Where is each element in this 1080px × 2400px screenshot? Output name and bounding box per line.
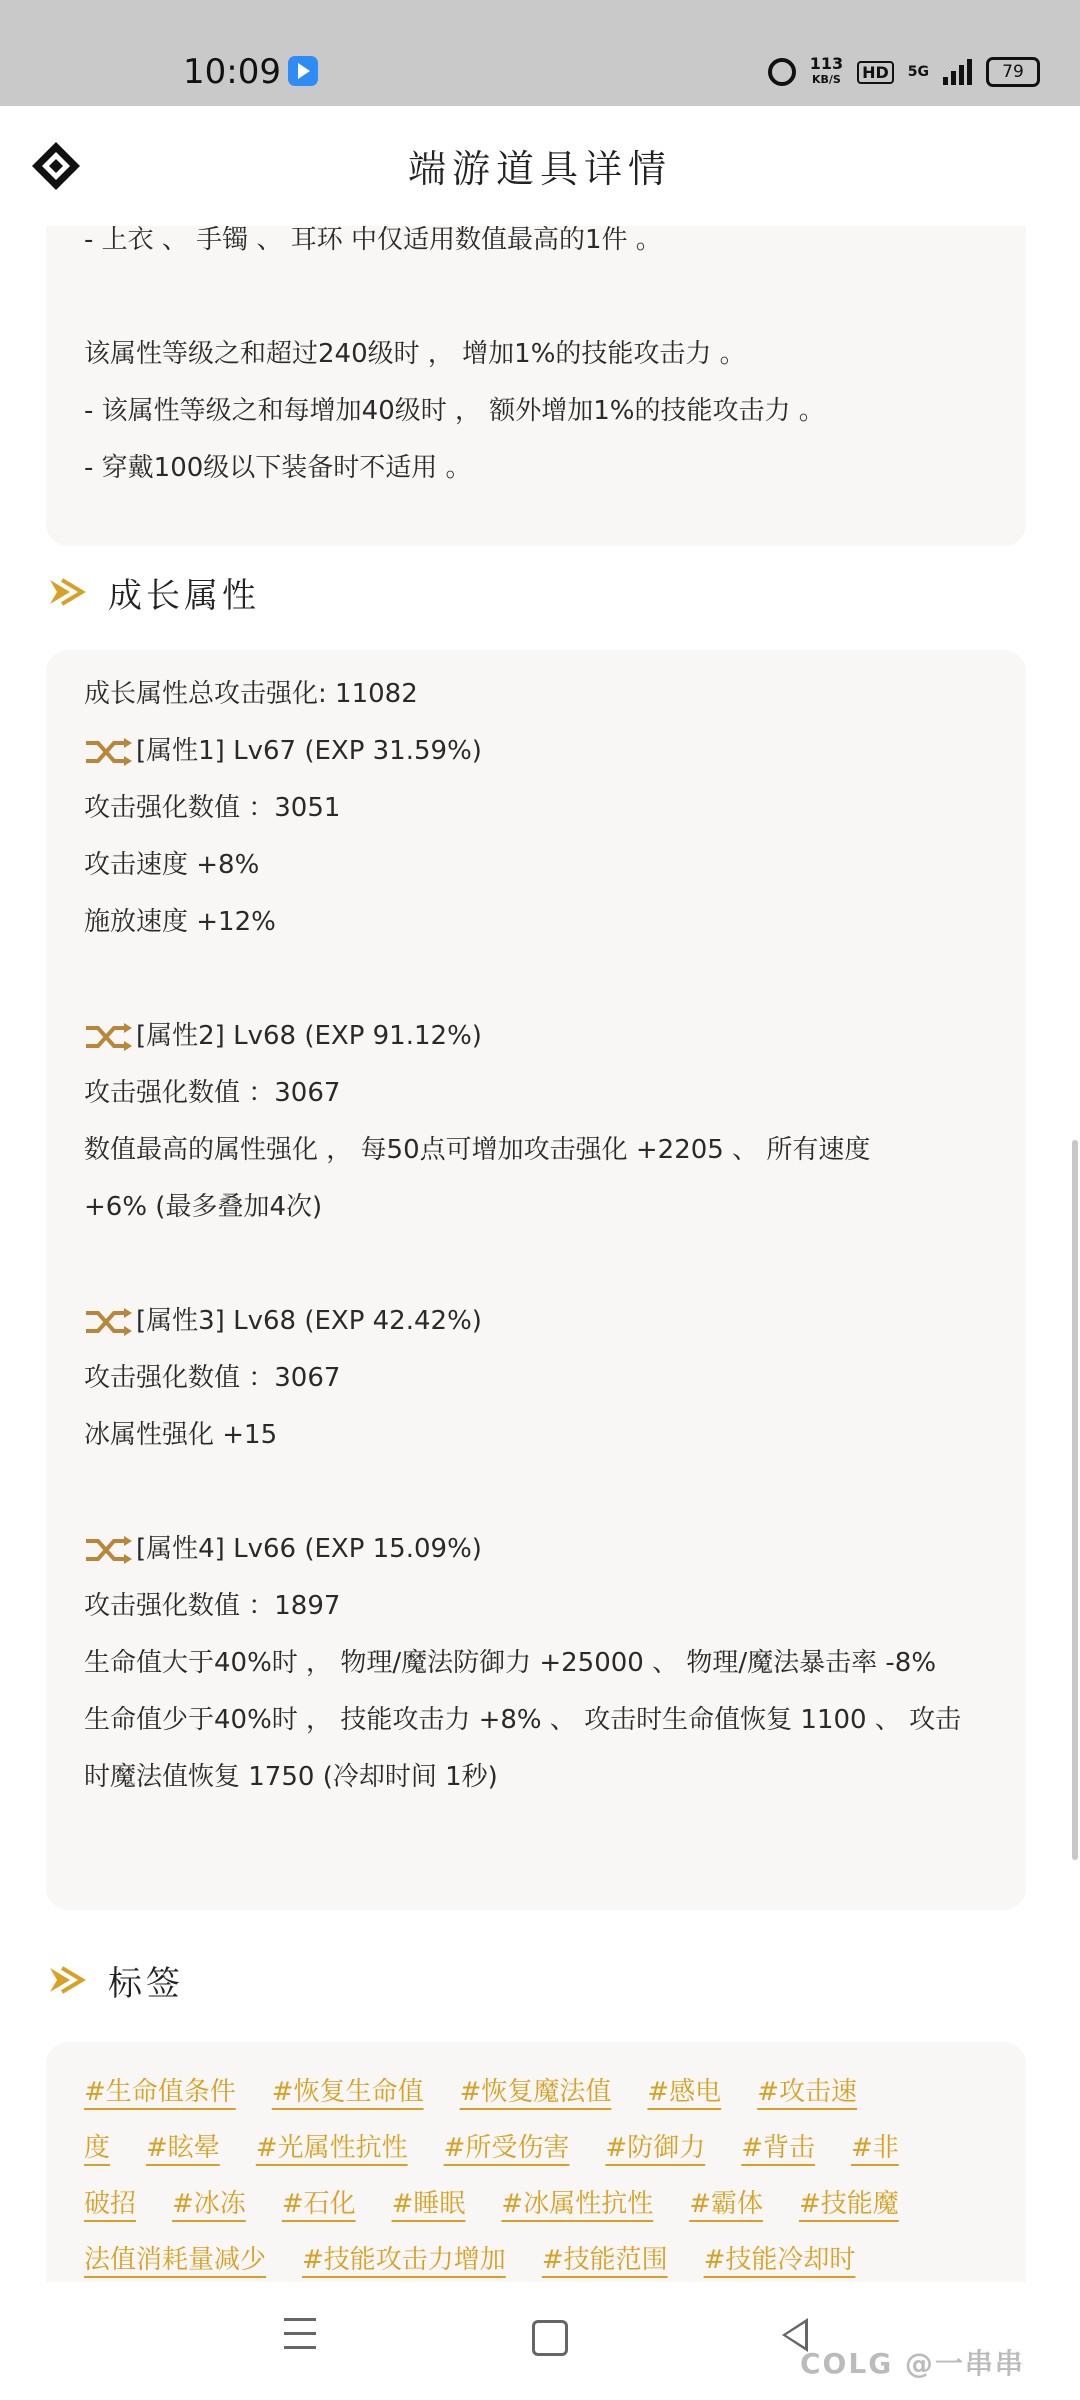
effect-line: [84, 269, 1026, 326]
tag-link[interactable]: 度: [84, 2133, 111, 2163]
effect-line: - 该属性等级之和每增加40级时 ， 额外增加1%的技能攻击力 。: [84, 396, 825, 426]
attribute-header-text: [属性2] Lv68 (EXP 91.12%): [136, 1021, 482, 1051]
tag-link[interactable]: #技能攻击力增加: [302, 2245, 506, 2275]
attribute-line: 数值最高的属性强化 ， 每50点可增加攻击强化 +2205 、 所有速度: [84, 1135, 871, 1165]
tag-link[interactable]: 法值消耗量减少: [84, 2245, 267, 2275]
tag-link[interactable]: #石化: [281, 2189, 356, 2219]
network-type: 5G: [907, 64, 929, 80]
tag-link[interactable]: #霸体: [689, 2189, 763, 2219]
attribute-line: 生命值大于40%时 ， 物理/魔法防御力 +25000 、 物理/魔法暴击率 -8%: [84, 1648, 937, 1678]
speed-unit: KB/S: [811, 73, 841, 86]
signal-icon: [943, 59, 972, 85]
tag-link[interactable]: #背击: [741, 2133, 815, 2163]
tag-link[interactable]: #技能魔: [799, 2189, 899, 2219]
attribute-line: 攻击强化数值 ：3051: [84, 793, 341, 823]
effect-line: - 穿戴100级以下装备时不适用 。: [84, 453, 472, 483]
home-icon[interactable]: [532, 2320, 568, 2356]
tag-link[interactable]: #非: [851, 2133, 899, 2163]
status-time: 10:09: [183, 52, 281, 92]
shuffle-icon: [84, 1022, 134, 1052]
tag-link[interactable]: #睡眠: [391, 2189, 466, 2219]
alarm-icon: [768, 58, 796, 86]
attribute-line: 施放速度 +12%: [84, 907, 276, 937]
status-icons: [768, 52, 1040, 92]
tag-link[interactable]: #恢复魔法值: [459, 2077, 612, 2107]
tags-card: [46, 2042, 1026, 2282]
attribute-header: [84, 723, 1026, 780]
tag-link[interactable]: #眩晕: [146, 2133, 220, 2163]
attribute-header: [84, 1293, 1026, 1350]
tag-link[interactable]: #技能范围: [541, 2245, 668, 2275]
tag-link[interactable]: #冰属性抗性: [501, 2189, 654, 2219]
shuffle-icon: [84, 737, 134, 767]
section-header-growth: [46, 562, 260, 622]
spacer: [84, 1464, 1026, 1521]
attribute-header: [84, 1008, 1026, 1065]
growth-total: 成长属性总攻击强化: 11082: [84, 679, 418, 709]
app-header: [0, 106, 1080, 226]
attribute-line: 攻击强化数值 ：3067: [84, 1363, 341, 1393]
attribute-line: +6% (最多叠加4次): [84, 1192, 323, 1222]
tag-link[interactable]: #生命值条件: [84, 2077, 236, 2107]
tag-link[interactable]: #攻击速: [757, 2077, 857, 2107]
arrow-icon: [46, 572, 86, 612]
attribute-line: 攻击强化数值 ：1897: [84, 1591, 341, 1621]
section-header-tags: [46, 1950, 184, 2010]
speed-value: 113: [809, 54, 844, 73]
tag-link[interactable]: #恢复生命值: [271, 2077, 424, 2107]
status-bar: [0, 0, 1080, 106]
shuffle-icon: [84, 1307, 134, 1337]
tag-link[interactable]: #所受伤害: [443, 2133, 570, 2163]
system-nav-bar: [0, 2282, 1080, 2400]
shuffle-icon: [84, 1535, 134, 1565]
watermark: COLG @一串串: [800, 2347, 1025, 2380]
spacer: [84, 951, 1026, 1008]
tag-link[interactable]: #光属性抗性: [255, 2133, 408, 2163]
effect-line: - 上衣 、 手镯 、 耳环 中仅适用数值最高的1件 。: [84, 226, 662, 255]
app-notification-icon: [288, 56, 318, 86]
section-title: 成长属性: [108, 575, 260, 616]
attribute-line: 生命值少于40%时 ， 技能攻击力 +8% 、 攻击时生命值恢复 1100 、 攻击: [84, 1705, 962, 1735]
attribute-line: 攻击强化数值 ：3067: [84, 1078, 341, 1108]
hd-icon: HD: [857, 61, 894, 84]
attribute-header-text: [属性1] Lv67 (EXP 31.59%): [136, 736, 482, 766]
attribute-header-text: [属性4] Lv66 (EXP 15.09%): [136, 1534, 482, 1564]
effect-card: [46, 226, 1026, 546]
attribute-header-text: [属性3] Lv68 (EXP 42.42%): [136, 1306, 482, 1336]
attribute-line: 攻击速度 +8%: [84, 850, 260, 880]
content-area[interactable]: [0, 226, 1080, 2282]
tag-link[interactable]: #防御力: [605, 2133, 706, 2163]
scrollbar[interactable]: [1072, 1140, 1078, 1860]
battery-icon: 79: [986, 57, 1040, 87]
section-title: 标签: [108, 1963, 184, 2004]
attribute-line: 冰属性强化 +15: [84, 1420, 278, 1450]
tag-link[interactable]: #技能冷却时: [703, 2245, 856, 2275]
effect-line: 该属性等级之和超过240级时 ， 增加1%的技能攻击力 。: [84, 339, 746, 369]
attribute-header: [84, 1521, 1026, 1578]
spacer: [84, 1236, 1026, 1293]
growth-card: [46, 650, 1026, 1910]
tag-link[interactable]: #感电: [647, 2077, 722, 2107]
arrow-icon: [46, 1960, 86, 2000]
page-title: 端游道具详情: [407, 147, 672, 191]
tag-link[interactable]: #冰冻: [172, 2189, 246, 2219]
tag-link[interactable]: 破招: [84, 2189, 137, 2219]
attribute-line: 时魔法值恢复 1750 (冷却时间 1秒): [84, 1762, 498, 1792]
menu-icon[interactable]: [284, 2318, 316, 2360]
network-speed: [810, 56, 843, 88]
